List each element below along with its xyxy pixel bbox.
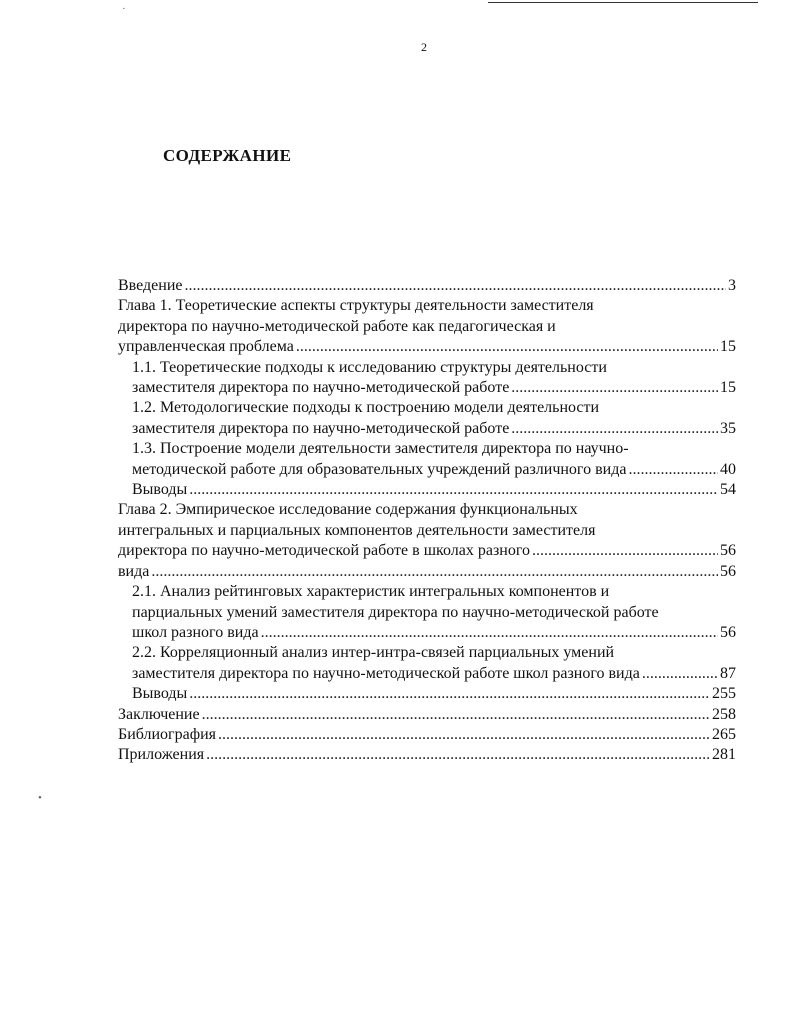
- toc-entry-line: [132, 358, 736, 378]
- toc-page-number: 56: [720, 623, 736, 641]
- toc-entry-text: школ разного вида: [132, 623, 259, 641]
- toc-entry-line: [132, 419, 736, 439]
- toc-entry-line: [118, 500, 736, 520]
- toc-page-number: 40: [720, 460, 736, 478]
- scan-speck: •: [38, 792, 42, 804]
- toc-entry-line: [132, 378, 736, 398]
- toc-entry[interactable]: [118, 439, 736, 480]
- toc-entry[interactable]: [118, 582, 736, 643]
- toc-page-number: 56: [720, 542, 736, 560]
- toc-entry[interactable]: [118, 643, 736, 684]
- toc-entry-text: Введение: [118, 277, 183, 294]
- toc-entry-text: заместителя директора по научно-методической работе школ разного вида: [132, 664, 640, 682]
- dot-leader: [189, 480, 718, 500]
- toc-entry-text: Выводы: [132, 481, 188, 499]
- toc-entry-line: [132, 623, 736, 643]
- toc-page-number: 87: [720, 664, 736, 682]
- toc-entry-text: заместителя директора по научно-методической работе: [132, 419, 510, 437]
- page-number: 2: [421, 40, 427, 54]
- toc-page-number: 35: [720, 419, 736, 437]
- toc-entry-text: парциальных умений заместителя директора по научно-методической работе: [132, 603, 659, 621]
- toc-entry-line: [132, 398, 736, 418]
- dot-leader: [642, 664, 718, 684]
- table-of-contents: [118, 276, 736, 766]
- toc-entry[interactable]: [118, 276, 736, 296]
- toc-page-number: 15: [720, 338, 736, 356]
- toc-entry[interactable]: [118, 480, 736, 500]
- toc-entry[interactable]: [118, 500, 736, 561]
- toc-entry[interactable]: [118, 725, 736, 745]
- toc-entry-text: вида: [118, 562, 150, 580]
- toc-entry[interactable]: [118, 358, 736, 399]
- toc-entry-text: методической работе для образовательных учреждений различного вида: [132, 460, 627, 478]
- toc-entry-line: [132, 439, 736, 459]
- toc-entry-line: [132, 460, 736, 480]
- toc-page-number: 54: [720, 481, 736, 499]
- dot-leader: [628, 460, 718, 480]
- dot-leader: [185, 276, 727, 296]
- toc-entry-text: интегральных и парциальных компонентов деятельности заместителя: [118, 521, 596, 539]
- toc-entry-text: Выводы: [132, 685, 188, 703]
- dot-leader: [189, 684, 710, 704]
- toc-entry-line: [132, 603, 736, 623]
- toc-page-number: 56: [720, 562, 736, 580]
- toc-entry-text: заместителя директора по научно-методической работе: [132, 379, 510, 397]
- toc-entry-text: Приложения: [118, 746, 205, 764]
- toc-entry-text: Глава 2. Эмпирическое исследование содержания функциональных: [118, 501, 578, 519]
- toc-page-number: 281: [712, 746, 736, 764]
- toc-entry-text: 1.2. Методологические подходы к построению модели деятельности: [132, 399, 600, 417]
- toc-page-number: 15: [720, 379, 736, 397]
- toc-entry-line: [118, 317, 736, 337]
- toc-entry-text: 1.3. Построение модели деятельности заместителя директора по научно-: [132, 440, 629, 458]
- toc-entry-line: [118, 541, 736, 561]
- dot-leader: [202, 705, 710, 725]
- toc-entry-text: Глава 1. Теоретические аспекты структуры деятельности заместителя: [118, 297, 594, 315]
- toc-entry-line: [118, 276, 736, 296]
- toc-entry-line: [132, 684, 736, 704]
- toc-entry-text: 2.2. Корреляционный анализ интер-интра-связей парциальных умений: [132, 644, 615, 662]
- toc-entry-text: директора по научно-методической работе в школах разного: [118, 542, 531, 560]
- toc-entry-line: [118, 296, 736, 316]
- toc-page-number: 255: [712, 685, 736, 703]
- dot-leader: [151, 562, 718, 582]
- toc-entry-line: [132, 582, 736, 602]
- toc-entry-text: управленческая проблема: [118, 338, 294, 356]
- dot-leader: [206, 745, 710, 765]
- top-rule: [488, 2, 758, 3]
- toc-entry-line: [118, 337, 736, 357]
- dot-leader: [296, 337, 718, 357]
- toc-entry-text: директора по научно-методической работе как педагогическая и: [118, 317, 556, 335]
- toc-page-number: 265: [712, 725, 736, 743]
- dot-leader: [218, 725, 710, 745]
- toc-entry-line: [118, 705, 736, 725]
- toc-entry-line: [118, 562, 736, 582]
- toc-entry-line: [132, 643, 736, 663]
- scan-speck: ·: [122, 3, 126, 15]
- toc-entry-text: 1.1. Теоретические подходы к исследованию структуры деятельности: [132, 358, 607, 376]
- dot-leader: [511, 378, 718, 398]
- toc-entry[interactable]: [118, 705, 736, 725]
- toc-entry-text: Заключение: [118, 705, 200, 723]
- toc-entry[interactable]: [118, 745, 736, 765]
- toc-entry[interactable]: [118, 398, 736, 439]
- dot-leader: [261, 623, 718, 643]
- toc-entry-line: [118, 521, 736, 541]
- toc-page-number: 258: [712, 705, 736, 723]
- toc-entry[interactable]: [118, 562, 736, 582]
- toc-entry[interactable]: [118, 684, 736, 704]
- dot-leader: [532, 541, 718, 561]
- toc-entry-line: [132, 480, 736, 500]
- page-title: СОДЕРЖАНИЕ: [163, 146, 292, 165]
- toc-entry-line: [118, 725, 736, 745]
- toc-page-number: 3: [728, 277, 736, 294]
- toc-entry[interactable]: [118, 296, 736, 357]
- toc-entry-line: [132, 664, 736, 684]
- toc-entry-text: Библиография: [118, 725, 216, 743]
- toc-entry-text: 2.1. Анализ рейтинговых характеристик интегральных компонентов и: [132, 583, 610, 601]
- dot-leader: [511, 419, 718, 439]
- toc-entry-line: [118, 745, 736, 765]
